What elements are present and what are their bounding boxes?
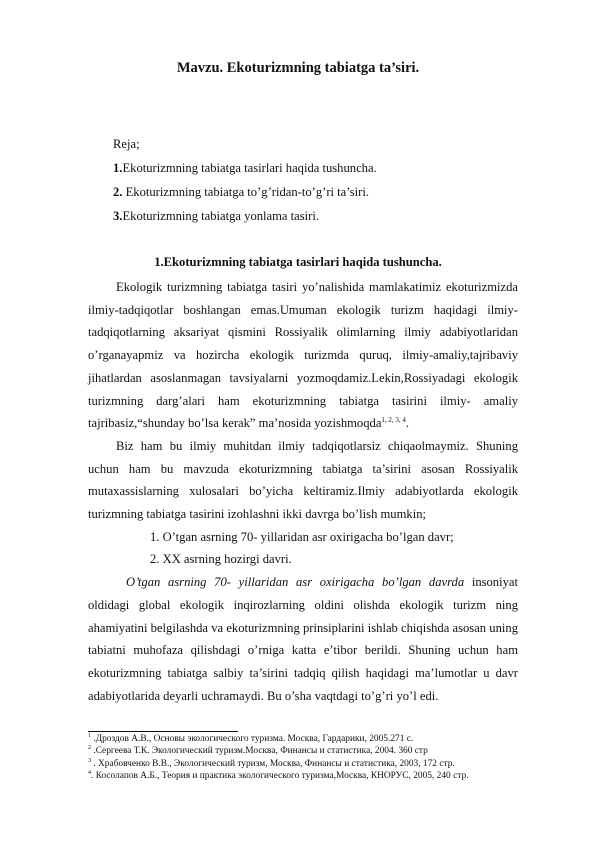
plan-item-number: 2. [113,185,123,199]
plan-item-text: Ekoturizmning tabiatga yonlama tasiri. [122,209,320,223]
footnotes [88,733,548,782]
footnote [88,745,548,757]
footnote-text: . Храбовченко В.В., Экологический туризм, Москва, Финансы и статистика, 2003, 172 стр. [91,758,455,769]
plan-item [113,180,377,204]
period-list [88,526,518,571]
plan-item-text: Ekoturizmning tabiatga to’g’ridan-to’g’ri ta’siri. [122,185,370,199]
footnote-mark: 4 [88,769,91,776]
footnote [88,758,548,770]
footnote [88,733,548,745]
plan-item [113,204,377,228]
plan-heading: Reja; [113,137,140,151]
footnote-text: .Сергеева Т.К. Экологический туризм.Москва, Финансы и статистика, 2004. 360 стр [91,746,428,757]
plan-item-text: Ekoturizmning tabiatga tasirlari haqida tushuncha. [122,161,377,175]
plan-item-number: 1. [113,161,123,175]
plan-item [113,156,377,180]
list-item: 2. XX asrning hozirgi davri. [150,552,292,567]
paragraph [88,571,518,707]
plan-item-number: 3. [113,209,123,223]
section-title: 1.Ekoturizmning tabiatga tasirlari haqida tushuncha. [154,255,442,269]
list-item: 1. O’tgan asrning 70- yillaridan asr oxirigacha bo’lgan davr; [150,529,454,544]
plan-block [113,132,377,228]
paragraph-text: Ekologik turizmning tabiatga tasiri yo’nalishida mamlakatimiz ekoturizmizda ilmiy-tadqiqotlar boshlangan emas.Umuman ekologik turizm haqidagi ilmiy-tadqiqotlarning aksariyat qismini Rossiyalik olimlarning ilmiy adabiyotlaridan o’rganayapmiz va hozircha ekologik turizmda quruq, ilmiy-amaliy,tajribaviy jihatlardan asoslanmagan tavsiyalarni yozmoqdamiz.Lekin,Rossiyadagi ekologik turizmning darg’alari ham ekoturizmning tabiatga tasirini ilmiy- amaliy tajribasiz,“shunday bo’lsa kerak” ma’nosida yozishmoqda [88,280,518,431]
footnote [88,770,548,782]
paragraph-end: . [405,416,410,431]
section-body [88,276,518,707]
footnote-divider [88,731,238,732]
italic-phrase: O’tgan asrning 70- yillaridan asr oxirigacha bo’lgan davrda [126,575,465,590]
footnote-mark: 3 [88,757,91,764]
paragraph-text: insoniyat oldidagi global ekologik inqirozlarning oldini olishda ekologik turizm ning ahamiyatini belgilashda va ekoturizmning prinsiplarini ishlab chiqishda asosan uning tabiatni muhofaza qilishdagi o’rniga katta e’tibor berildi. Shuning uchun ham ekoturizmning tabiatga salbiy ta’sirini tadqiq qilish haqidagi ma’lumotlar u davr adabiyotlarida deyarli uchramaydi. Bu o’sha vaqtdagi to’g’ri yo’l edi. [88,575,518,703]
footnote-mark: 2 [88,745,91,752]
footnote-mark: 1 [88,732,91,739]
footnote-text: .Дроздов А.В., Основы экологического туризма. Москва, Гардарики, 2005.271 с. [91,734,414,744]
footnote-reference: 1, 2, 3, 4 [381,416,406,425]
footnote-text: . Косолапов А.Б., Теория и практика экологического туризма,Москва, КНОРУС, 2005, 240 стр. [91,770,469,781]
document-title: Mavzu. Ekoturizmning tabiatga ta’siri. [176,60,420,76]
paragraph: Biz ham bu ilmiy muhitdan ilmiy tadqiqotlarsiz chiqaolmaymiz. Shuning uchun ham bu mavzuda ekoturizmning tabiatga ta’sirini asosan Rossiyalik mutaxassislarning xulosalari bo’yicha keltiramiz.Ilmiy adabiyotlarda ekologik turizmning tabiatga tasirini izohlashni ikki davrga bo’lish mumkin; [88,438,518,522]
paragraph [88,276,518,435]
